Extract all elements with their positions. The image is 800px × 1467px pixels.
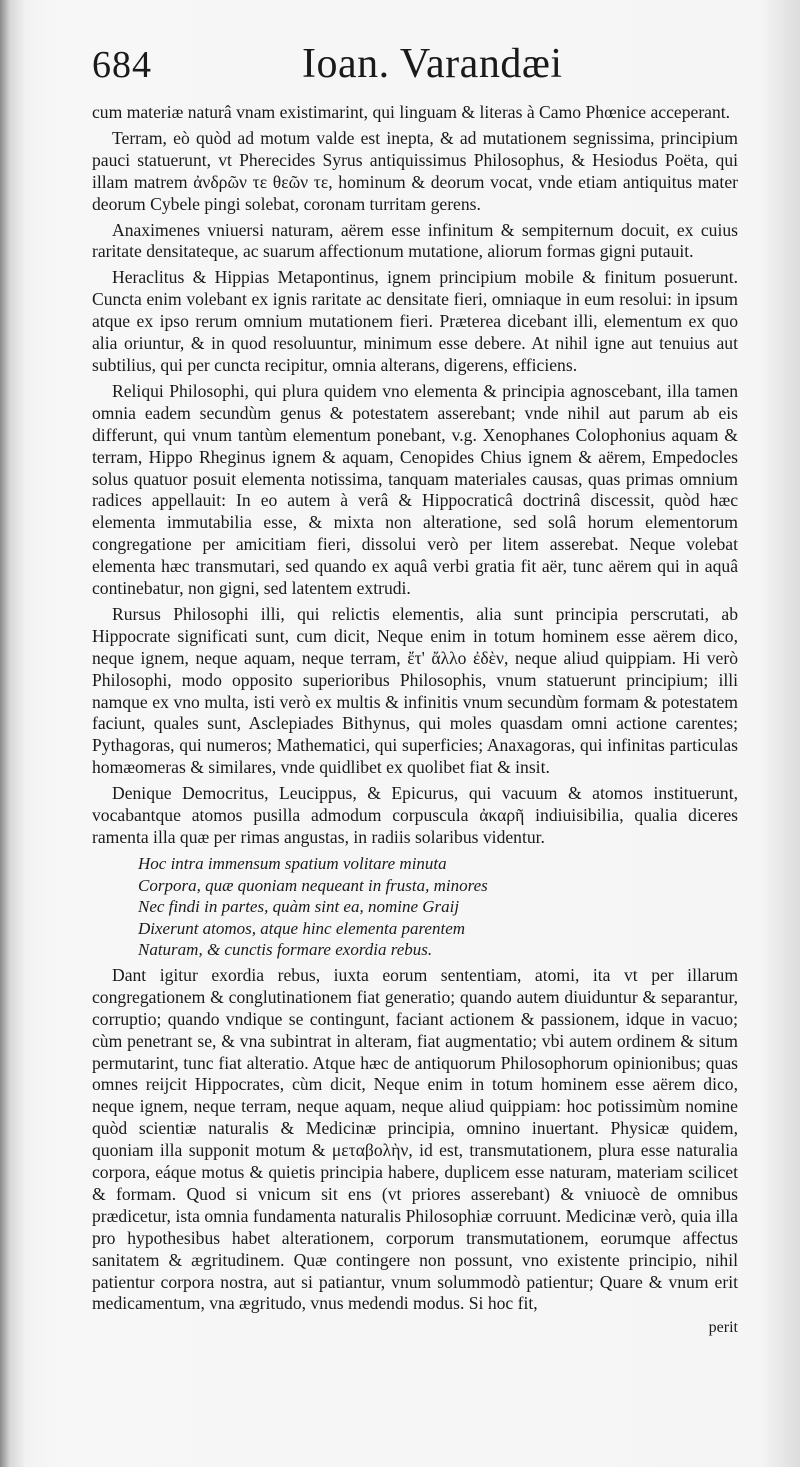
verse-line: Hoc intra immensum spatium volitare minuta xyxy=(138,853,447,873)
paragraph: Terram, eò quòd ad motum valde est inepta, & ad mutationem segnissima, principium pauci statuerunt, vt Pherecides Syrus antiquissimus Philosophus, & Hesiodus Poëta, qui illam matrem ἀνδρῶν τε θεῶν τε, hominum & deorum vocat, vnde etiam antiquitus mater deorum Cybele pingi solebat, coronam turritam gerens. xyxy=(92,127,738,214)
verse-line: Dixerunt atomos, atque hinc elementa parentem xyxy=(138,918,466,938)
paragraph: Denique Democritus, Leucippus, & Epicurus, qui vacuum & atomos instituerunt, vocabantque atomos pusilla admodum corpuscula ἀκαρῆ indiuisibilia, qualia diceres ramenta illa quæ per rimas angustas, in radiis solaribus videntur. xyxy=(92,783,738,847)
closing-paragraph: Dant igitur exordia rebus, iuxta eorum sententiam, atomi, ita vt per illarum congregationem & conglutinationem fiat generatio; quando autem diuiduntur & separantur, corruptio; quando vndique se contingunt, faciant actionem & passionem, idque in vacuo; cùm penetrant se, & vna subintrat in alteram, fiat augmentatio; vbi autem ordinem & situm permutarint, tunc fiat alteratio. Atque hæc de antiquorum Philosophorum opinionibus; quas omnes reijcit Hippocrates, cùm dicit, Neque enim in totum hominem esse aërem dico, neque ignem, neque terram, neque aquam, neque aliud quippiam: hoc potissimùm nomine quòd scientiæ naturalis & Medicinæ principia, omnino inuertant. Physicæ quidem, quoniam illa supponit motum & μεταβολὴν, id est, transmutationem, plura esse naturalia corpora, eáque motus & quietis principia habere, duplicem esse naturam, materiam scilicet & formam. Quod si vnicum sit ens (vt priores asserebant) & vniuocè de omnibus prædicetur, ista omnia fundamenta naturalis Philosophiæ corruunt. Medicinæ verò, quia illa pro hypothesibus habet alterationem, corporum transmutationem, eorumque affectus sanitatem & ægritudinem. Quæ contingere non possunt, vno existente principio, nihil patientur corpora nostra, aut si patiantur, vnum solummodò patientur; Quare & vnum erit medicamentum, vna ægritudo, vnus medendi modus. Si hoc fit, xyxy=(92,964,738,1314)
verse-line: Naturam, & cunctis formare exordia rebus. xyxy=(138,940,433,960)
paragraph: Anaximenes vniuersi naturam, aërem esse infinitum & sempiternum docuit, ex cuius raritate densitateque, ac suarum affectionum mutatione, aliorum formas gigni putauit. xyxy=(92,219,738,262)
catchword: perit xyxy=(708,1319,738,1337)
paragraph: cum materiæ naturâ vnam existimarint, qui linguam & literas à Camo Phœnice acceperant. xyxy=(92,102,731,122)
verse-line: Corpora, quæ quoniam nequeant in frusta, minores xyxy=(138,875,488,895)
verse-quotation xyxy=(138,853,738,961)
paragraph: Reliqui Philosophi, qui plura quidem vno elementa & principia agnoscebant, illa tamen omnia eadem secundùm genus & potestatem asserebant; vnde nihil aut parum ab eis differunt, qui vnum tantùm elementum ponebant, v.g. Xenophanes Colophonius aquam & terram, Hippo Rheginus ignem & aquam, Cenopides Chius ignem & aërem, Empedocles solus quatuor posuit elementa notissima, tanquam materiales causas, quas primas omnium radices appellauit: In eo autem à verâ & Hippocraticâ doctrinâ discessit, quòd hæc elementa immutabilia esse, & mixta non alteratione, sed solâ horum elementorum congregatione per amicitiam fieri, dissolui verò per litem asserebat. Neque volebat elementa hæc transmutari, sed quando ex aquâ verbi gratia fit aër, tunc aërem qui in aquâ continebatur, non gigni, sed latentem extrudi. xyxy=(92,380,738,599)
page-header xyxy=(92,40,738,102)
paragraph: Rursus Philosophi illi, qui relictis elementis, alia sunt principia perscrutati, ab Hippocrate significati sunt, cum dicit, Neque enim in totum hominem esse aërem dico, neque ignem, neque aquam, neque terram, ἔτ' ἄλλο ἐδὲν, neque aliud quippiam. Hi verò Philosophi, modo opposito superioribus Philosophis, vnum statuerunt principium; illi namque ex vno multa, isti verò ex multis & infinitis vnum secundùm formam & potestatem faciunt, quales sunt, Asclepiades Bithynus, qui moles quasdam omni actione carentes; Pythagoras, qui numeros; Mathematici, qui superficies; Anaxagoras, qui infinitas particulas homæomeras & similares, vnde quidlibet ex quolibet fiat & insit. xyxy=(92,603,738,778)
running-title: Ioan. Varandæi xyxy=(302,41,563,87)
verse-line: Nec findi in partes, quàm sint ea, nomine Graij xyxy=(138,897,460,917)
page-number: 684 xyxy=(92,44,152,86)
paragraph: Heraclitus & Hippias Metapontinus, ignem principium mobile & finitum posuerunt. Cuncta enim volebant ex ignis raritate ac densitate fieri, omniaque in eum resolui: in ipsum atque ex ipso rerum omnium mutationem fieri. Præterea dicebant illi, elementum ex quo alia oriuntur, & in quod resoluuntur, minimum esse debere. At nihil igne aut tenuius aut subtilius, qui per cuncta recipitur, omnia alterans, digerens, efficiens. xyxy=(92,267,738,375)
body-text xyxy=(92,102,738,1339)
